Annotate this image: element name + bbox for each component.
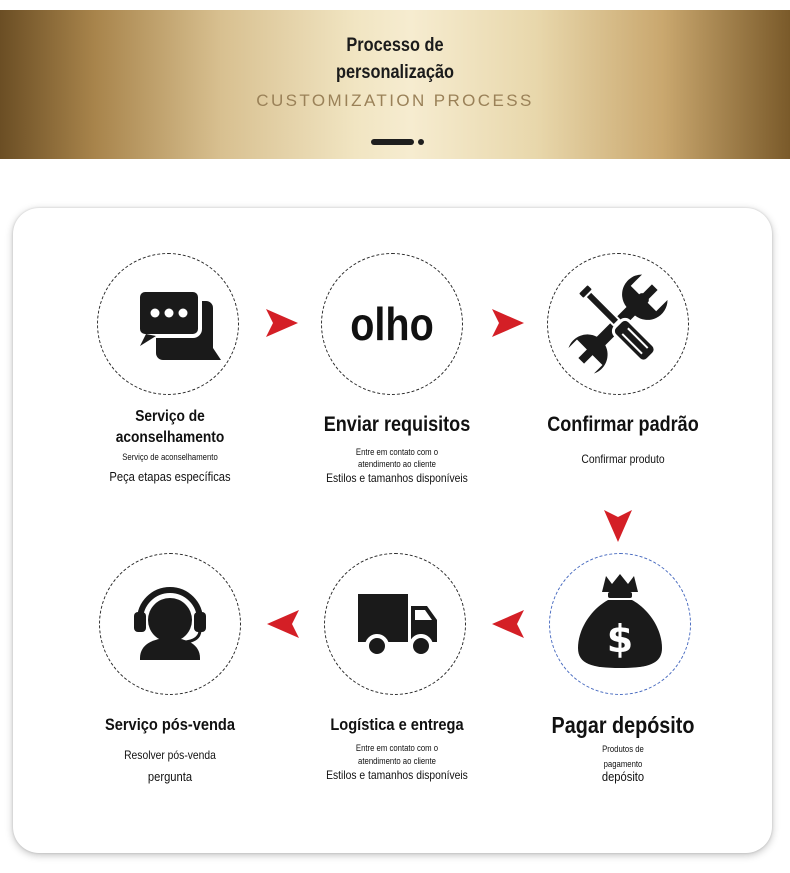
step-consultation-line1: Serviço de aconselhamento bbox=[122, 452, 218, 462]
svg-text:$: $ bbox=[606, 617, 634, 661]
step-deposit-title: Pagar depósito bbox=[551, 712, 695, 738]
step-requirements-circle bbox=[321, 253, 463, 395]
indicator-dot bbox=[418, 139, 424, 145]
money-bag-icon bbox=[550, 554, 690, 694]
step-aftersales-title: Serviço pós-venda bbox=[104, 715, 235, 734]
step-requirements-line2: atendimento ao cliente bbox=[358, 459, 436, 469]
chat-bubbles-icon bbox=[98, 254, 238, 394]
step-logistics-line2: atendimento ao cliente bbox=[358, 756, 436, 766]
circle-text-olho: olho bbox=[350, 298, 434, 350]
step-logistics-title: Logística e entrega bbox=[330, 715, 464, 734]
step-confirm-line1: Confirmar produto bbox=[581, 452, 665, 466]
arrow-right-icon bbox=[264, 305, 300, 341]
arrow-left-icon bbox=[265, 606, 301, 642]
step-aftersales-circle bbox=[99, 553, 241, 695]
step-consultation-title: Serviço de aconselhamento bbox=[115, 408, 225, 446]
truck-icon bbox=[325, 554, 465, 694]
step-deposit-line3: depósito bbox=[601, 769, 645, 784]
step-deposit-circle bbox=[549, 553, 691, 695]
carousel-indicator bbox=[371, 138, 431, 146]
tools-icon bbox=[548, 254, 688, 394]
step-logistics-circle bbox=[324, 553, 466, 695]
step-logistics-line1: Entre em contato com o bbox=[355, 743, 439, 753]
step-deposit-line1: Produtos de bbox=[602, 744, 644, 754]
step-aftersales-line2: pergunta bbox=[147, 769, 193, 784]
step-requirements-title: Enviar requisitos bbox=[323, 413, 471, 436]
indicator-active bbox=[371, 139, 414, 145]
step-deposit-line2: pagamento bbox=[603, 759, 643, 769]
headset-person-icon bbox=[100, 554, 240, 694]
arrow-down-icon bbox=[600, 508, 636, 544]
step-logistics-line3: Estilos e tamanhos disponíveis bbox=[326, 768, 468, 782]
step-confirm-circle bbox=[547, 253, 689, 395]
step-requirements-line3: Estilos e tamanhos disponíveis bbox=[326, 471, 468, 485]
page-subtitle: CUSTOMIZATION PROCESS bbox=[256, 91, 534, 110]
step-consultation-line2: Peça etapas específicas bbox=[109, 469, 231, 484]
arrow-left-icon bbox=[490, 606, 526, 642]
step-aftersales-line1: Resolver pós-venda bbox=[124, 748, 216, 762]
arrow-right-icon bbox=[490, 305, 526, 341]
step-confirm-title: Confirmar padrão bbox=[547, 413, 699, 436]
step-requirements-line1: Entre em contato com o bbox=[355, 447, 439, 457]
page-title: Processo de personalização bbox=[335, 35, 455, 83]
header-banner bbox=[0, 10, 790, 159]
step-consultation-circle bbox=[97, 253, 239, 395]
